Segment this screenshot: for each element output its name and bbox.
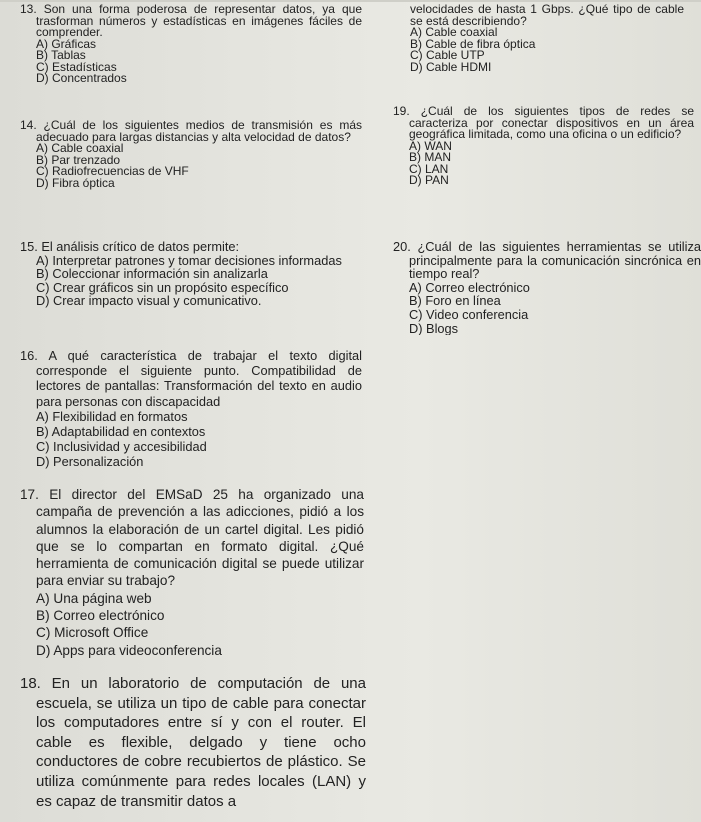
question-17-options: [20, 590, 364, 659]
question-17: [20, 486, 364, 659]
option-d: D) Concentrados: [36, 71, 127, 85]
option-d: D) Fibra óptica: [36, 175, 115, 190]
option-a: A) Flexibilidad en formatos: [36, 408, 188, 424]
question-14-options: [20, 143, 362, 189]
option-b: B) Foro en línea: [409, 293, 501, 309]
option-a: A) Interpretar patrones y tomar decisiones informadas: [36, 252, 342, 268]
question-18-continuation-stem: velocidades de hasta 1 Gbps. ¿Qué tipo de cable se está describiendo?: [410, 2, 684, 28]
question-15-stem: 15. El análisis crítico de datos permite:: [20, 239, 240, 254]
question-15-options: [20, 254, 362, 308]
option-b: B) Adaptabilidad en contextos: [36, 424, 206, 440]
option-c: C) Crear gráficos sin un propósito específico: [36, 279, 289, 295]
option-d: D) PAN: [409, 173, 449, 187]
option-c: C) Microsoft Office: [36, 625, 149, 641]
question-15: [20, 240, 362, 308]
option-c: C) Estadísticas: [36, 59, 117, 74]
question-16-options: [20, 409, 362, 470]
option-b: B) Correo electrónico: [36, 608, 165, 624]
option-d: D) Crear impacto visual y comunicativo.: [36, 293, 262, 309]
question-17-stem: 17. El director del EMSaD 25 ha organizado una campaña de prevención a las adicciones, pidió a los alumnos la elaboración de un cartel digital. Les pidió que se lo compartan en formato digital. ¿Qué herramienta de comunicación digital se puede utilizar para enviar su trabajo?: [20, 487, 364, 589]
question-16: [20, 348, 362, 470]
question-18-stem: 18. En un laboratorio de computación de una escuela, se utiliza un tipo de cable para conectar los computadores entre sí y con el router. El cable es flexible, delgado y tiene ocho conductores de cobre recubiertos de plástico. Se utiliza comúnmente para redes locales (LAN) y es capaz de transmitir datos a: [20, 675, 366, 810]
question-18: [20, 674, 366, 811]
question-20-options: [393, 281, 701, 335]
option-d: D) Cable HDMI: [410, 59, 492, 74]
option-a: A) WAN: [409, 138, 452, 153]
question-19-stem: 19. ¿Cuál de los siguientes tipos de redes se caracteriza por conectar dispositivos en un área geográfica limitada, como una oficina o un edificio?: [393, 104, 694, 141]
option-a: A) Una página web: [36, 590, 152, 606]
option-b: B) Par trenzado: [36, 152, 121, 167]
question-19-options: [393, 138, 694, 187]
question-13-options: [20, 36, 362, 85]
option-a: A) Gráficas: [36, 36, 97, 51]
option-a: A) Cable coaxial: [410, 25, 498, 39]
option-b: B) Cable de fibra óptica: [410, 36, 536, 51]
option-a: A) Correo electrónico: [409, 279, 530, 295]
question-18-options: [410, 27, 684, 73]
question-13-stem: 13. Son una forma poderosa de representar datos, ya que trasforman números y estadísticas en imágenes fáciles de comprender.: [20, 2, 362, 39]
question-16-stem: 16. A qué característica de trabajar el texto digital corresponde el siguiente punto. Compatibilidad de lectores de pantallas: Transformación del texto en audio para personas con discapacidad: [20, 348, 362, 409]
option-c: C) Inclusividad y accesibilidad: [36, 439, 207, 455]
question-14: [20, 120, 362, 189]
option-d: D) Personalización: [36, 454, 144, 470]
question-14-stem: 14. ¿Cuál de los siguientes medios de transmisión es más adecuado para largas distancias y alta velocidad de datos?: [20, 118, 362, 144]
option-a: A) Cable coaxial: [36, 141, 124, 155]
question-19: [393, 106, 694, 187]
option-b: B) Tablas: [36, 48, 86, 62]
option-d: D) Blogs: [409, 320, 459, 336]
option-c: C) LAN: [409, 161, 449, 176]
question-13: [20, 4, 362, 85]
option-b: B) MAN: [409, 150, 451, 164]
option-c: C) Cable UTP: [410, 48, 485, 62]
option-b: B) Coleccionar información sin analizarla: [36, 266, 268, 282]
question-18-continuation: [410, 4, 684, 73]
question-20: [393, 240, 701, 335]
option-d: D) Apps para videoconferencia: [36, 642, 222, 658]
question-20-stem: 20. ¿Cuál de las siguientes herramientas se utiliza principalmente para la comunicación sincrónica en tiempo real?: [393, 240, 701, 282]
option-c: C) Video conferencia: [409, 306, 529, 322]
option-c: C) Radiofrecuencias de VHF: [36, 164, 189, 178]
